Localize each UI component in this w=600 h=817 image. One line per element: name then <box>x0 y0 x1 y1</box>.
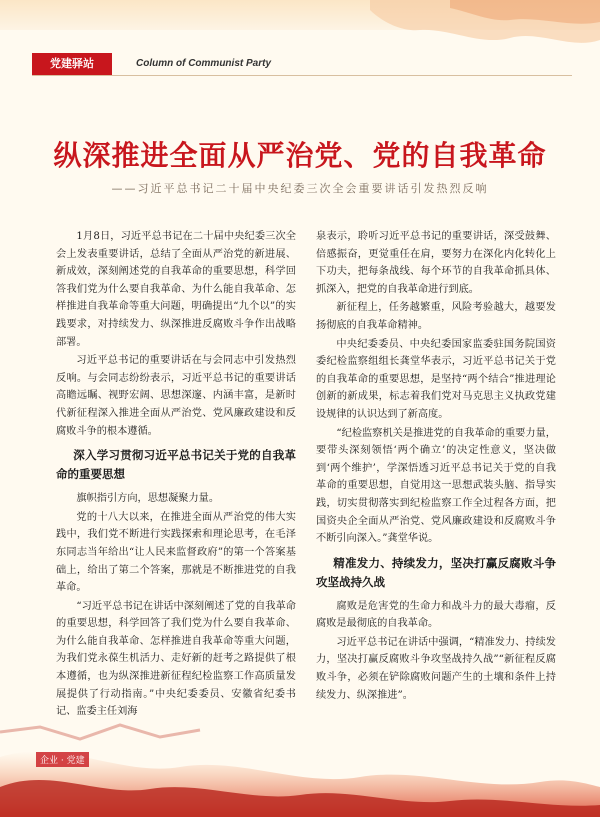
paragraph: 泉表示，聆听习近平总书记的重要讲话，深受鼓舞、倍感振奋，更觉重任在肩，要努力在深化内化转化上下功夫，把每条战线、每个环节的自我革命抓具体、抓深入，把党的自我革命进行到底。 <box>316 231 556 295</box>
paragraph: “习近平总书记在讲话中深刻阐述了党的自我革命的重要思想，科学回答了我们党为什么要自我革命、为什么能自我革命、怎样推进自我革命等重大问题，为我们党永葆生机活力、走好新的赶考之路提供了根本遵循，也为纵深推进新征程纪检监察工作高质量发展提供了行动指南。”中央纪委委员、安徽省纪委书记、监委主任刘海 <box>56 600 296 718</box>
paragraph: 1月8日，习近平总书记在二十届中央纪委三次全会上发表重要讲话，总结了全面从严治党的新进展、新成效，深刻阐述党的自我革命的重要思想，科学回答我们党为什么要自我革命、为什么能自我革命、怎样推进自我革命等重大问题，明确提出“九个以”的实践要求，对持续发力、纵深推进反腐败斗争作出战略部署。 <box>56 231 296 348</box>
paragraph: 习近平总书记在讲话中强调，“精准发力、持续发力，坚决打赢反腐败斗争攻坚战持久战”“新征程反腐败斗争，必须在铲除腐败问题产生的土壤和条件上持续发力、纵深推进”。 <box>316 636 556 701</box>
paragraph: 党的十八大以来，在推进全面从严治党的伟大实践中，我们党不断进行实践探索和理论思考，在毛泽东同志当年给出“让人民来监督政府”的第一个答案基础上，给出了第二个答案，那就是不断推进党的自我革命。 <box>56 511 296 594</box>
section-header <box>32 53 572 76</box>
section-heading: 精准发力、持续发力，坚决打赢反腐败斗争攻坚战持久战 <box>316 555 556 589</box>
paragraph: 腐败是危害党的生命力和战斗力的最大毒瘤，反腐败是最彻底的自我革命。 <box>316 600 556 630</box>
footer-page-label: 企业 · 党建 <box>36 752 89 767</box>
left-column <box>56 228 296 722</box>
right-column <box>316 228 556 705</box>
paragraph: 旗帜指引方向，思想凝聚力量。 <box>76 493 220 505</box>
paragraph: 习近平总书记的重要讲话在与会同志中引发热烈反响。与会同志纷纷表示，习近平总书记的重要讲话高瞻远瞩、视野宏阔、思想深邃、内涵丰富，是新时代新征程深入推进全面从严治党、党风廉政建设和反腐败斗争的根本遵循。 <box>56 355 296 437</box>
column-tag: 党建驿站 <box>32 53 112 75</box>
paragraph: “纪检监察机关是推进党的自我革命的重要力量，要带头深刻领悟‘两个确立’的决定性意义，坚决做到‘两个维护’，学深悟透习近平总书记关于党的自我革命的重要思想，自觉用这一思想武装头脑、指导实践，切实贯彻落实到纪检监察工作全过程各方面，把国资央企全面从严治党、党风廉政建设和反腐败斗争不断引向深入。”龚堂华说。 <box>316 427 556 545</box>
paragraph: 新征程上，任务越繁重，风险考验越大，越要发扬彻底的自我革命精神。 <box>316 302 556 331</box>
article-title: 纵深推进全面从严治党、党的自我革命 <box>53 139 547 172</box>
article-subtitle: ——习近平总书记二十届中央纪委三次全会重要讲话引发热烈反响 <box>111 182 489 195</box>
paragraph: 中央纪委委员、中央纪委国家监委驻国务院国资委纪检监察组组长龚堂华表示，习近平总书记关于党的自我革命的重要思想，是坚持“两个结合”推进理论创新的新成果，标志着我们党对马克思主义执政党建设规律的认识达到了新高度。 <box>316 338 556 420</box>
section-heading: 深入学习贯彻习近平总书记关于党的自我革命的重要思想 <box>56 448 296 482</box>
column-english-name: Column of Communist Party <box>136 58 272 69</box>
great-wall-illustration <box>0 697 600 817</box>
